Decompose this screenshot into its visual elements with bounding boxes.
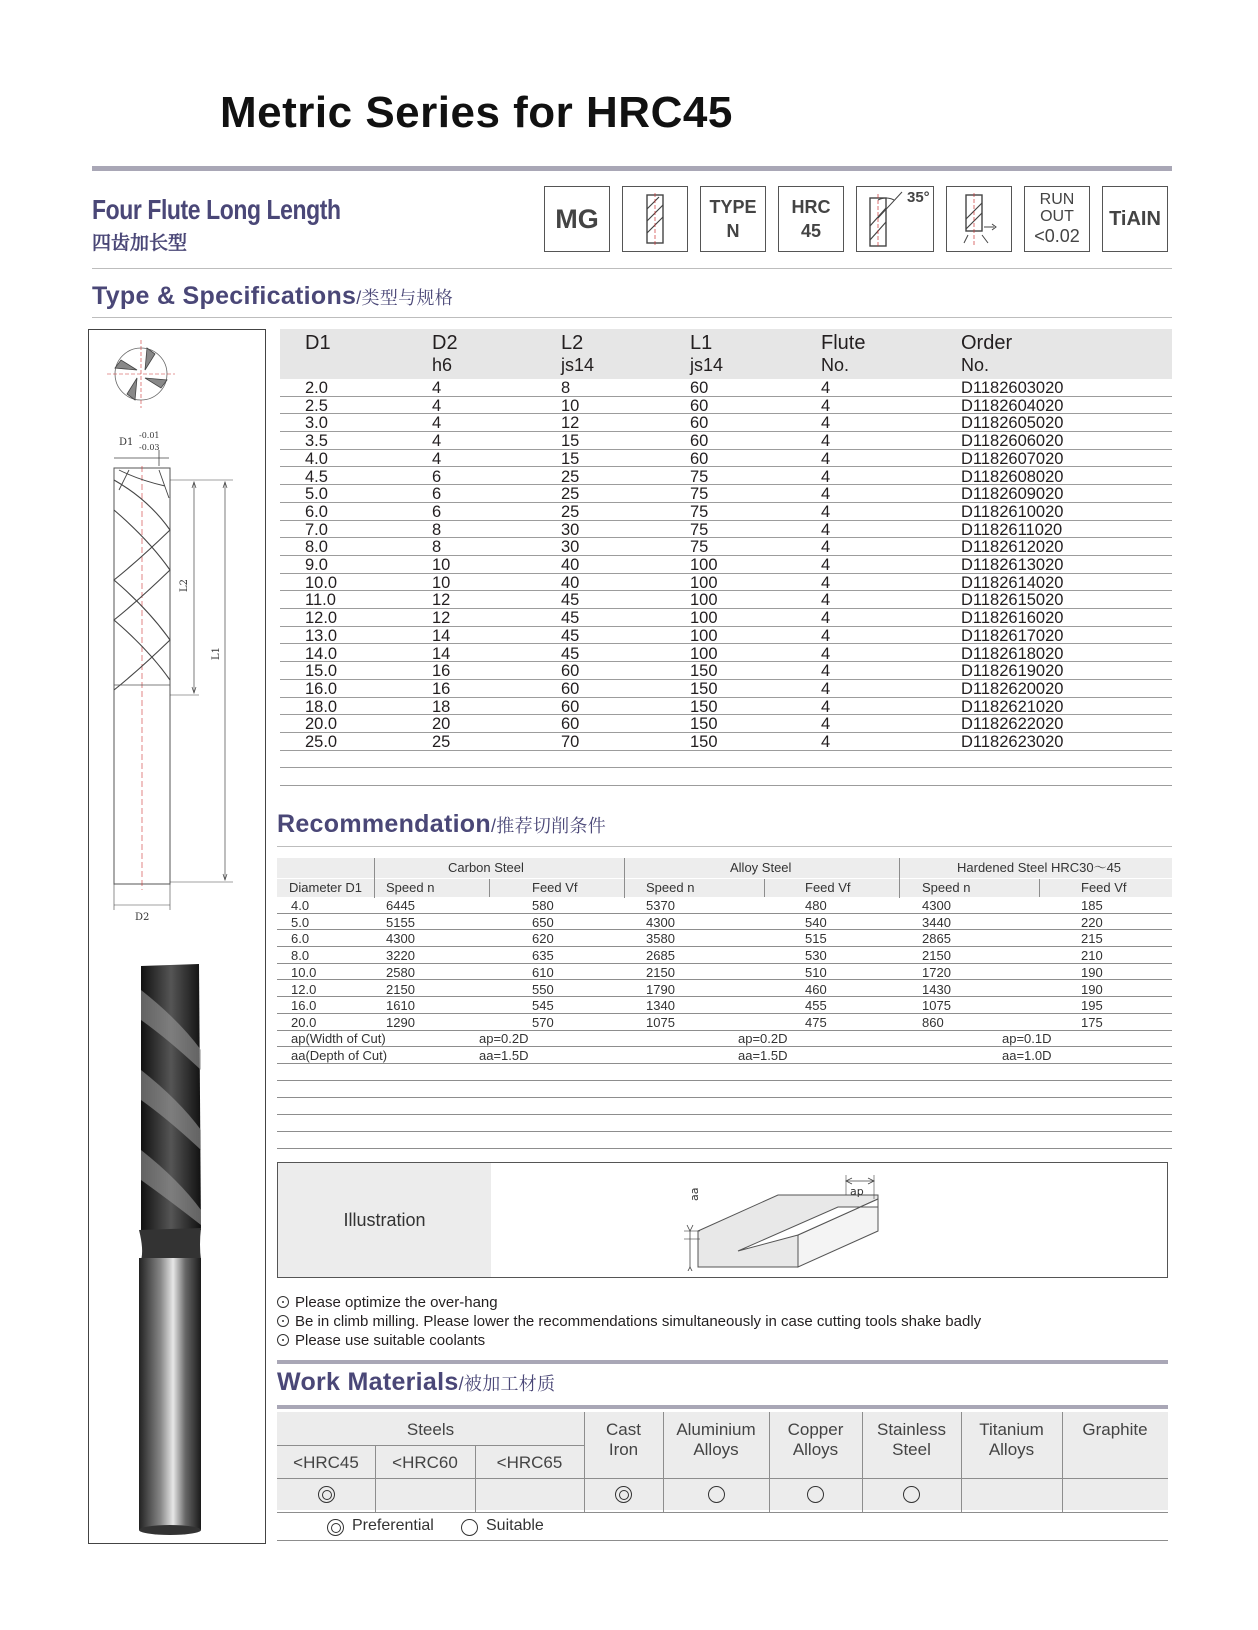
grid-line: [862, 1412, 863, 1512]
rec-cell: 2150: [386, 981, 415, 997]
drill-icon: [622, 186, 688, 252]
spec-cell: D1182619020: [961, 662, 1064, 681]
spec-cell: 6: [432, 502, 442, 521]
rec-cell: 220: [1081, 914, 1103, 930]
spec-cell: 100: [690, 573, 718, 592]
spec-cell: 14: [432, 644, 451, 663]
spec-table-row: [280, 574, 1172, 592]
preferential-icon: [615, 1486, 632, 1503]
rec-cell: 190: [1081, 964, 1103, 980]
rec-aa-row: aa(Depth of Cut) aa=1.5D aa=1.5D aa=1.0D: [277, 1047, 1172, 1064]
spec-cell: D1182623020: [961, 733, 1064, 751]
rec-table-row: [277, 930, 1172, 947]
spec-cell: 60: [561, 697, 580, 716]
spec-cell: D1182603020: [961, 379, 1064, 397]
spec-cell: D1182617020: [961, 626, 1064, 645]
grid-line: [1062, 1412, 1063, 1512]
spec-cell: D1182618020: [961, 644, 1064, 663]
rec-cell: 6445: [386, 898, 415, 913]
rec-cell: 215: [1081, 931, 1103, 947]
spec-cell: 4: [432, 379, 442, 397]
grid-line: [277, 1540, 1168, 1541]
spec-cell: 6.0: [305, 502, 328, 521]
spec-cell: 4: [821, 414, 831, 433]
spec-cell: 40: [561, 556, 580, 574]
rec-cell: 2150: [922, 948, 951, 964]
spec-cell: 60: [561, 679, 580, 698]
rec-empty-line: [277, 1080, 1172, 1081]
spec-cell: 25: [561, 502, 580, 521]
spec-cell: 14: [432, 626, 451, 645]
spec-cell: 16: [432, 679, 451, 698]
spec-cell: 25: [432, 733, 451, 751]
aluminium-header: Aluminium Alloys: [676, 1420, 756, 1459]
center-cutting-icon: [946, 186, 1012, 252]
spec-table-row: [280, 591, 1172, 609]
spec-cell: D1182611020: [961, 520, 1063, 539]
d1-label: D1: [119, 437, 134, 448]
grid-line: [961, 1412, 962, 1512]
note-item: Please use suitable coolants: [277, 1332, 485, 1349]
spec-cell: 9.0: [305, 556, 328, 574]
spec-cell: 4: [821, 432, 831, 451]
spec-cell: D1182610020: [961, 502, 1064, 521]
helix-angle-label: 35°: [907, 189, 930, 206]
rec-cell: 4300: [922, 898, 951, 913]
spec-cell: 4: [821, 697, 831, 716]
spec-cell: 60: [561, 662, 580, 681]
spec-cell: 11.0: [305, 591, 336, 610]
spec-cell: 4: [821, 679, 831, 698]
spec-cell: 4: [432, 396, 442, 415]
spec-cell: 4.5: [305, 467, 328, 486]
rec-cell: 550: [532, 981, 554, 997]
steel-hrc60-header: <HRC60: [392, 1453, 458, 1472]
spec-empty-row: [280, 751, 1172, 769]
spec-table-row: [280, 609, 1172, 627]
spec-cell: 4: [821, 467, 831, 486]
spec-cell: 12: [432, 609, 451, 628]
spec-cell: 10.0: [305, 573, 338, 592]
spec-cell: 60: [690, 379, 709, 397]
spec-cell: 8.0: [305, 538, 328, 557]
spec-cell: 25.0: [305, 733, 338, 751]
rec-cell: 4300: [646, 914, 675, 930]
spec-cell: 7.0: [305, 520, 328, 539]
rec-col-divider: [899, 858, 900, 898]
spec-cell: D1182609020: [961, 485, 1064, 504]
suitable-icon: [807, 1486, 824, 1503]
titanium-header: Titanium Alloys: [979, 1420, 1044, 1459]
spec-table-row: [280, 715, 1172, 733]
spec-cell: 75: [690, 520, 709, 539]
bullet-icon: [277, 1315, 289, 1327]
spec-cell: D1182604020: [961, 396, 1064, 415]
copper-header: Copper Alloys: [787, 1420, 844, 1459]
mg-badge: MG: [544, 186, 610, 252]
rec-ap-row: ap(Width of Cut) ap=0.2D ap=0.2D ap=0.1D: [277, 1030, 1172, 1047]
rec-cell: 1610: [386, 998, 415, 1014]
spec-cell: 30: [561, 520, 580, 539]
type-badge: TYPE N: [700, 186, 766, 252]
ap-label: ap: [850, 1185, 864, 1198]
rec-cell: 185: [1081, 898, 1103, 913]
grid-line: [375, 1445, 376, 1512]
rec-cell: 16.0: [291, 998, 317, 1014]
spec-cell: 4: [821, 396, 831, 415]
title-divider: [92, 166, 1172, 171]
spec-cell: 70: [561, 733, 580, 751]
spec-cell: 45: [561, 626, 580, 645]
spec-cell: 60: [690, 432, 709, 451]
steels-header: Steels: [406, 1420, 455, 1439]
rec-col-divider: [489, 879, 490, 897]
spec-cell: 12: [561, 414, 580, 433]
rec-cell: 460: [805, 981, 827, 997]
spec-cell: 75: [690, 502, 709, 521]
legend-suitable: Suitable: [486, 1517, 544, 1534]
rec-cell: 1720: [922, 964, 951, 980]
d1-tol-lower: -0.03: [139, 443, 160, 452]
spec-cell: 75: [690, 485, 709, 504]
rec-cell: 12.0: [291, 981, 317, 997]
d1-tol-upper: -0.01: [139, 431, 160, 440]
spec-cell: D1182616020: [961, 609, 1064, 628]
spec-cell: 100: [690, 644, 718, 663]
spec-cell: 16: [432, 662, 451, 681]
spec-cell: D1182607020: [961, 449, 1064, 468]
rec-cell: 210: [1081, 948, 1103, 964]
rec-sub-header: Diameter D1 Speed n Feed Vf Speed n Feed Vf Speed n Feed Vf: [277, 879, 1172, 897]
rec-cell: 510: [805, 964, 827, 980]
spec-cell: 10: [432, 573, 451, 592]
grid-line: [277, 1445, 584, 1446]
spec-table-row: [280, 414, 1172, 432]
rec-cell: 4300: [386, 931, 415, 947]
spec-table-row: [280, 397, 1172, 415]
rec-cell: 455: [805, 998, 827, 1014]
rec-cell: 20.0: [291, 1014, 317, 1030]
rec-empty-line: [277, 1148, 1172, 1149]
spec-cell: 60: [690, 449, 709, 468]
rec-cell: 475: [805, 1014, 827, 1030]
rec-col-divider: [764, 879, 765, 897]
rec-group-header: Carbon Steel Alloy Steel Hardened Steel HRC30～45: [277, 858, 1172, 878]
rec-cell: 480: [805, 898, 827, 913]
spec-cell: 75: [690, 467, 709, 486]
page-title: Metric Series for HRC45: [220, 88, 733, 137]
spec-cell: 100: [690, 609, 718, 628]
rec-cell: 1790: [646, 981, 675, 997]
l1-label: L1: [211, 646, 222, 660]
spec-table-row: [280, 450, 1172, 468]
spec-table-row: [280, 680, 1172, 698]
rec-cell: 6.0: [291, 931, 310, 947]
spec-table-row: [280, 662, 1172, 680]
rec-cell: 2865: [922, 931, 951, 947]
spec-cell: 8: [561, 379, 571, 397]
divider: [277, 846, 1172, 847]
rec-cell: 3220: [386, 948, 415, 964]
illustration-box: [277, 1162, 1168, 1278]
spec-cell: 60: [561, 715, 580, 734]
spec-cell: 4: [821, 502, 831, 521]
rec-section-title: Recommendation/推荐切削条件: [277, 810, 607, 838]
spec-cell: D1182615020: [961, 591, 1064, 610]
grid-line: [277, 1478, 1168, 1479]
spec-section-title: Type & Specifications/类型与规格: [92, 282, 454, 310]
rec-cell: 2580: [386, 964, 415, 980]
spec-cell: 15.0: [305, 662, 338, 681]
rec-cell: 5.0: [291, 914, 310, 930]
spec-cell: 75: [690, 538, 709, 557]
spec-table-header: D1 D2 h6 L2 js14 L1 js14 Flute No. Order No.: [280, 329, 1172, 379]
rec-table-row: [277, 981, 1172, 998]
rec-cell: 3580: [646, 931, 675, 947]
spec-cell: 6: [432, 485, 442, 504]
spec-cell: 4: [432, 449, 442, 468]
graphite-header: Graphite: [1082, 1420, 1148, 1439]
spec-table-row: [280, 485, 1172, 503]
spec-cell: 4: [432, 432, 442, 451]
work-divider-top: [277, 1360, 1168, 1364]
helix-angle-icon: [856, 186, 934, 252]
rec-cell: 3440: [922, 914, 951, 930]
spec-cell: 20: [432, 715, 451, 734]
suitable-icon: [461, 1519, 478, 1536]
spec-cell: 15: [561, 449, 580, 468]
d2-label: D2: [135, 912, 150, 923]
spec-cell: 10: [561, 396, 580, 415]
spec-table-row: [280, 627, 1172, 645]
preferential-icon: [318, 1486, 335, 1503]
spec-cell: 14.0: [305, 644, 338, 663]
spec-cell: 10: [432, 556, 451, 574]
spec-cell: 45: [561, 644, 580, 663]
rec-cell: 10.0: [291, 964, 317, 980]
spec-cell: 4: [821, 573, 831, 592]
spec-cell: D1182621020: [961, 697, 1064, 716]
spec-cell: 6: [432, 467, 442, 486]
bullet-icon: [277, 1296, 289, 1308]
spec-cell: 25: [561, 467, 580, 486]
rec-cell: 650: [532, 914, 554, 930]
steel-hrc45-header: <HRC45: [293, 1453, 359, 1472]
spec-table-row: [280, 379, 1172, 397]
l2-label: L2: [179, 578, 190, 592]
spec-cell: 13.0: [305, 626, 338, 645]
spec-cell: 4: [821, 644, 831, 663]
spec-cell: 4: [821, 733, 831, 751]
rec-cell: 1340: [646, 998, 675, 1014]
tool-drawing-panel: [88, 329, 266, 1544]
spec-cell: 12.0: [305, 609, 338, 628]
note-item: Please optimize the over-hang: [277, 1294, 498, 1311]
rec-cell: 860: [922, 1014, 944, 1030]
spec-cell: 16.0: [305, 679, 338, 698]
suitable-icon: [708, 1486, 725, 1503]
cast-iron-header: Cast Iron: [606, 1420, 641, 1459]
rec-table-row: [277, 914, 1172, 931]
spec-cell: D1182608020: [961, 467, 1064, 486]
spec-cell: 100: [690, 591, 718, 610]
grid-line: [277, 1512, 1168, 1513]
spec-cell: 4: [821, 662, 831, 681]
spec-cell: 4: [821, 538, 831, 557]
spec-cell: 12: [432, 591, 451, 610]
aa-label: aa: [688, 1187, 701, 1201]
rec-cell: 2685: [646, 948, 675, 964]
spec-cell: D1182620020: [961, 679, 1064, 698]
spec-cell: 2.5: [305, 396, 328, 415]
spec-cell: 20.0: [305, 715, 338, 734]
spec-table-row: [280, 503, 1172, 521]
rec-col-divider: [374, 858, 375, 898]
rec-cell: 5155: [386, 914, 415, 930]
spec-cell: 60: [690, 414, 709, 433]
rec-table-row: [277, 997, 1172, 1014]
spec-cell: D1182613020: [961, 556, 1064, 574]
legend-preferential: Preferential: [352, 1517, 434, 1534]
grid-line: [769, 1412, 770, 1512]
spec-cell: 3.0: [305, 414, 328, 433]
grid-line: [475, 1445, 476, 1512]
rec-table-row: [277, 947, 1172, 964]
rec-cell: 1075: [646, 1014, 675, 1030]
rec-cell: 5370: [646, 898, 675, 913]
rec-col-divider: [1039, 879, 1040, 897]
rec-cell: 175: [1081, 1014, 1103, 1030]
spec-cell: 2.0: [305, 379, 328, 397]
spec-cell: D1182606020: [961, 432, 1064, 451]
spec-table-row: [280, 556, 1172, 574]
rec-cell: 8.0: [291, 948, 310, 964]
spec-cell: 8: [432, 520, 442, 539]
spec-cell: 4: [821, 591, 831, 610]
spec-cell: D1182614020: [961, 573, 1064, 592]
spec-cell: 45: [561, 591, 580, 610]
spec-cell: 150: [690, 662, 718, 681]
spec-cell: D1182622020: [961, 715, 1064, 734]
rec-cell: 580: [532, 898, 554, 913]
rec-table-row: [277, 1014, 1172, 1031]
rec-cell: 4.0: [291, 898, 310, 913]
spec-cell: 150: [690, 733, 718, 751]
rec-cell: 1430: [922, 981, 951, 997]
rec-cell: 1290: [386, 1014, 415, 1030]
spec-cell: 25: [561, 485, 580, 504]
rec-empty-line: [277, 1131, 1172, 1132]
bullet-icon: [277, 1334, 289, 1346]
rec-cell: 515: [805, 931, 827, 947]
spec-cell: 100: [690, 626, 718, 645]
rec-cell: 610: [532, 964, 554, 980]
steel-hrc65-header: <HRC65: [496, 1453, 563, 1472]
grid-line: [663, 1412, 664, 1512]
spec-cell: 4: [821, 609, 831, 628]
rec-empty-line: [277, 1097, 1172, 1098]
spec-cell: 150: [690, 715, 718, 734]
spec-cell: 60: [690, 396, 709, 415]
rec-cell: 635: [532, 948, 554, 964]
spec-cell: 45: [561, 609, 580, 628]
rec-cell: 545: [532, 998, 554, 1014]
spec-table-row: [280, 698, 1172, 716]
rec-table-row: [277, 897, 1172, 914]
spec-cell: 30: [561, 538, 580, 557]
work-section-title: Work Materials/被加工材质: [277, 1368, 556, 1396]
spec-cell: 3.5: [305, 432, 328, 451]
coating-badge: TiAIN: [1102, 186, 1168, 252]
spec-table-row: [280, 538, 1172, 556]
spec-cell: 150: [690, 679, 718, 698]
divider: [92, 317, 1172, 318]
spec-cell: 4: [821, 556, 831, 574]
spec-empty-row: [280, 768, 1172, 786]
preferential-icon: [327, 1519, 344, 1536]
rec-cell: 195: [1081, 998, 1103, 1014]
rec-cell: 1075: [922, 998, 951, 1014]
rec-empty-line: [277, 1114, 1172, 1115]
stainless-header: Stainless Steel: [877, 1420, 946, 1459]
rec-cell: 540: [805, 914, 827, 930]
rec-col-divider: [624, 858, 625, 898]
note-item: Be in climb milling. Please lower the recommendations simultaneously in case cutting tools shake badly: [277, 1313, 981, 1330]
illustration-label: Illustration: [278, 1163, 491, 1277]
product-subtitle-zh: 四齿加长型: [92, 233, 188, 254]
spec-cell: 4: [821, 449, 831, 468]
spec-cell: 18.0: [305, 697, 338, 716]
spec-cell: 4: [821, 379, 831, 397]
divider: [92, 268, 1172, 269]
spec-cell: D1182612020: [961, 538, 1064, 557]
rec-cell: 190: [1081, 981, 1103, 997]
spec-cell: 4: [821, 485, 831, 504]
spec-cell: 4: [821, 626, 831, 645]
suitable-icon: [903, 1486, 920, 1503]
rec-cell: 2150: [646, 964, 675, 980]
hrc-badge: HRC 45: [778, 186, 844, 252]
rec-cell: 530: [805, 948, 827, 964]
spec-table-row: [280, 521, 1172, 539]
runout-badge: RUN OUT <0.02: [1024, 186, 1090, 252]
spec-table-row: [280, 733, 1172, 751]
spec-cell: 4.0: [305, 449, 328, 468]
spec-cell: 15: [561, 432, 580, 451]
spec-cell: 40: [561, 573, 580, 592]
rec-cell: 570: [532, 1014, 554, 1030]
rec-cell: 620: [532, 931, 554, 947]
spec-cell: 4: [821, 520, 831, 539]
spec-cell: D1182605020: [961, 414, 1064, 433]
spec-cell: 4: [821, 715, 831, 734]
grid-line: [584, 1412, 585, 1512]
spec-cell: 150: [690, 697, 718, 716]
spec-cell: 4: [432, 414, 442, 433]
product-subtitle: Four Flute Long Length: [92, 194, 341, 225]
rec-table-row: [277, 964, 1172, 981]
work-divider: [277, 1405, 1168, 1409]
spec-cell: 18: [432, 697, 451, 716]
spec-table-row: [280, 645, 1172, 663]
spec-cell: 100: [690, 556, 718, 574]
spec-cell: 8: [432, 538, 442, 557]
spec-table-row: [280, 468, 1172, 486]
spec-cell: 5.0: [305, 485, 328, 504]
spec-table-row: [280, 432, 1172, 450]
